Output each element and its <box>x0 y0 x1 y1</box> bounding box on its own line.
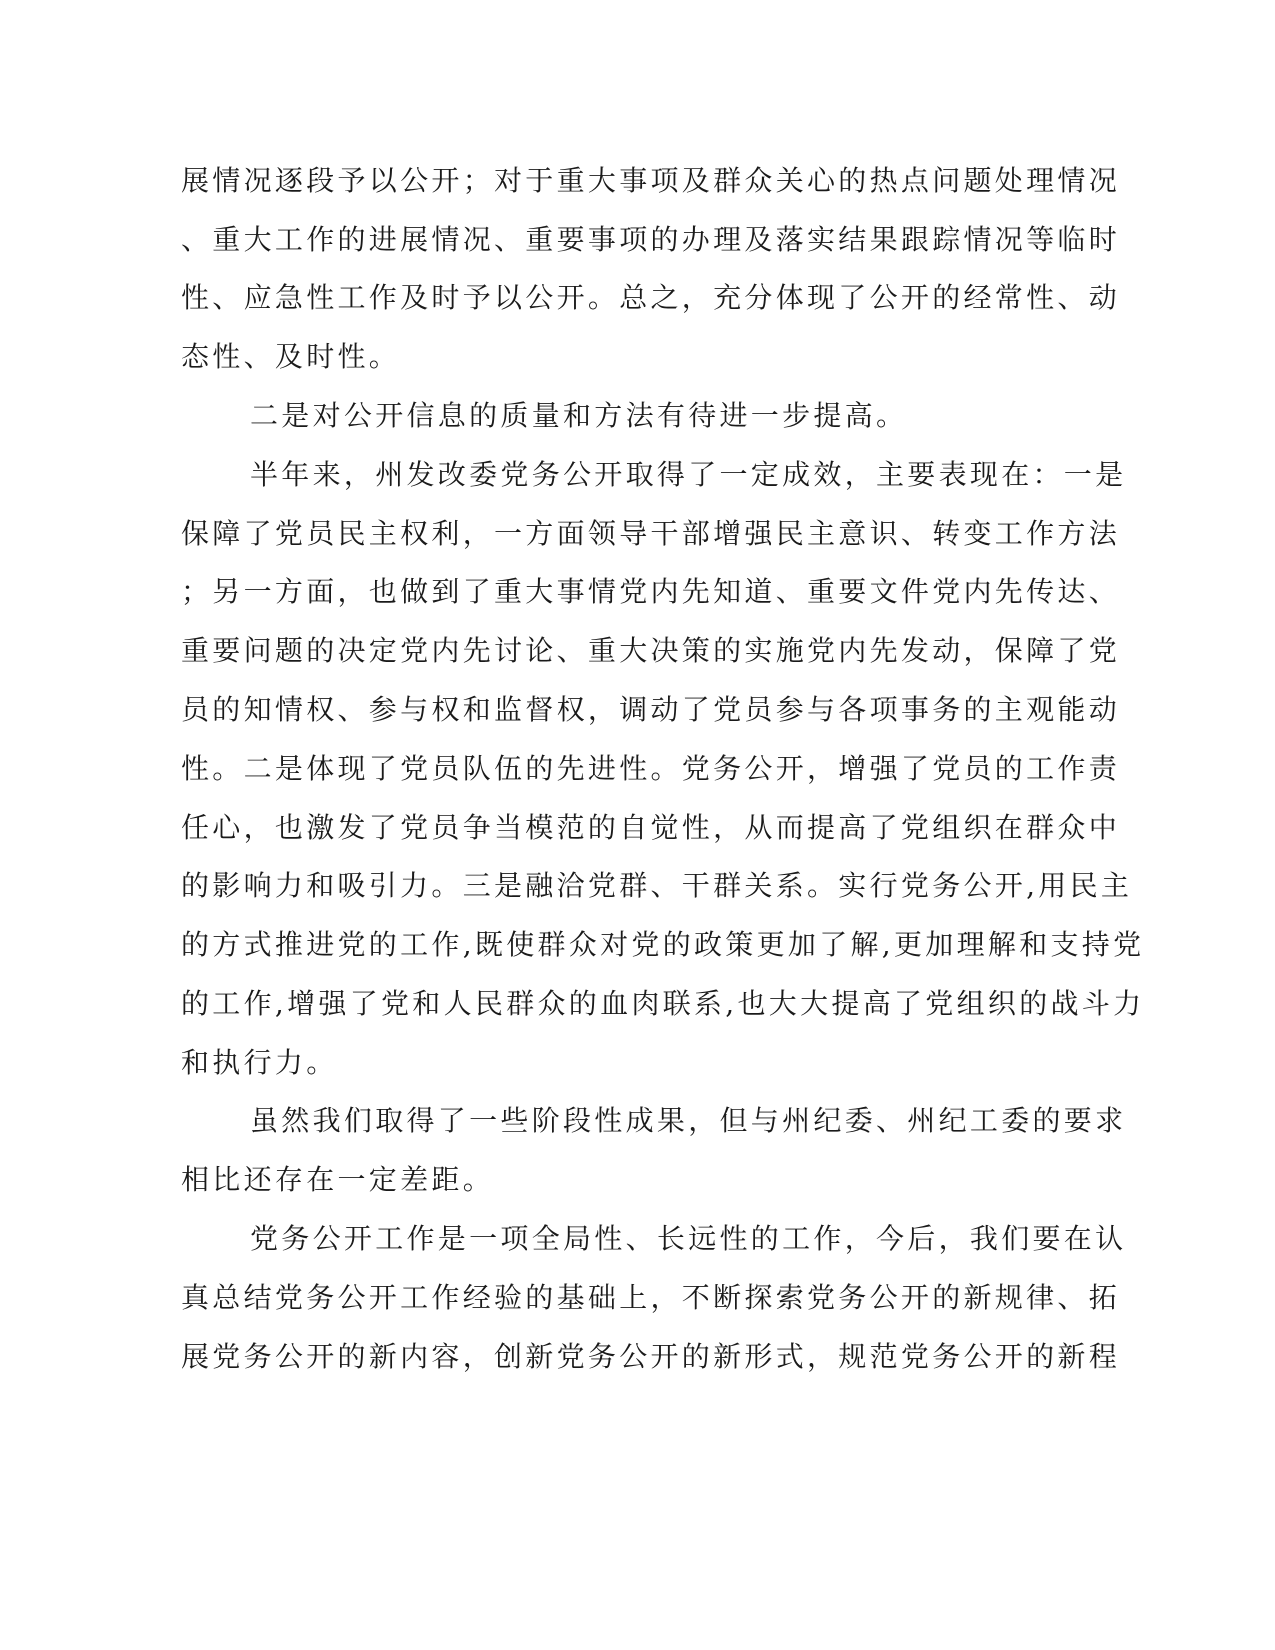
text-line-14: 的方式推进党的工作,既使群众对党的政策更加了解,更加理解和支持党 <box>181 928 1145 961</box>
text-line-10: 员的知情权、参与权和监督权，调动了党员参与各项事务的主观能动 <box>181 693 1121 726</box>
text-line-16: 和执行力。 <box>181 1046 338 1079</box>
text-line-6: 半年来，州发改委党务公开取得了一定成效，主要表现在：一是 <box>250 458 1127 491</box>
text-line-5: 二是对公开信息的质量和方法有待进一步提高。 <box>250 399 908 432</box>
text-line-21: 展党务公开的新内容，创新党务公开的新形式，规范党务公开的新程 <box>181 1340 1121 1373</box>
text-line-3: 性、应急性工作及时予以公开。总之，充分体现了公开的经常性、动 <box>181 281 1121 314</box>
text-line-9: 重要问题的决定党内先讨论、重大决策的实施党内先发动，保障了党 <box>181 634 1121 667</box>
text-line-13: 的影响力和吸引力。三是融洽党群、干群关系。实行党务公开,用民主 <box>181 869 1133 902</box>
text-line-1: 展情况逐段予以公开；对于重大事项及群众关心的热点问题处理情况 <box>181 164 1121 197</box>
text-line-8: ；另一方面，也做到了重大事情党内先知道、重要文件党内先传达、 <box>181 575 1121 608</box>
text-line-12: 任心，也激发了党员争当模范的自觉性，从而提高了党组织在群众中 <box>181 811 1121 844</box>
text-line-17: 虽然我们取得了一些阶段性成果，但与州纪委、州纪工委的要求 <box>250 1104 1127 1137</box>
text-line-19: 党务公开工作是一项全局性、长远性的工作，今后，我们要在认 <box>250 1222 1127 1255</box>
text-line-20: 真总结党务公开工作经验的基础上，不断探索党务公开的新规律、拓 <box>181 1281 1121 1314</box>
text-line-15: 的工作,增强了党和人民群众的血肉联系,也大大提高了党组织的战斗力 <box>181 987 1145 1020</box>
text-line-11: 性。二是体现了党员队伍的先进性。党务公开，增强了党员的工作责 <box>181 752 1121 785</box>
text-line-7: 保障了党员民主权利，一方面领导干部增强民主意识、转变工作方法 <box>181 517 1121 550</box>
text-line-2: 、重大工作的进展情况、重要事项的办理及落实结果跟踪情况等临时 <box>181 223 1121 256</box>
text-line-18: 相比还存在一定差距。 <box>181 1163 495 1196</box>
text-line-4: 态性、及时性。 <box>181 340 401 373</box>
